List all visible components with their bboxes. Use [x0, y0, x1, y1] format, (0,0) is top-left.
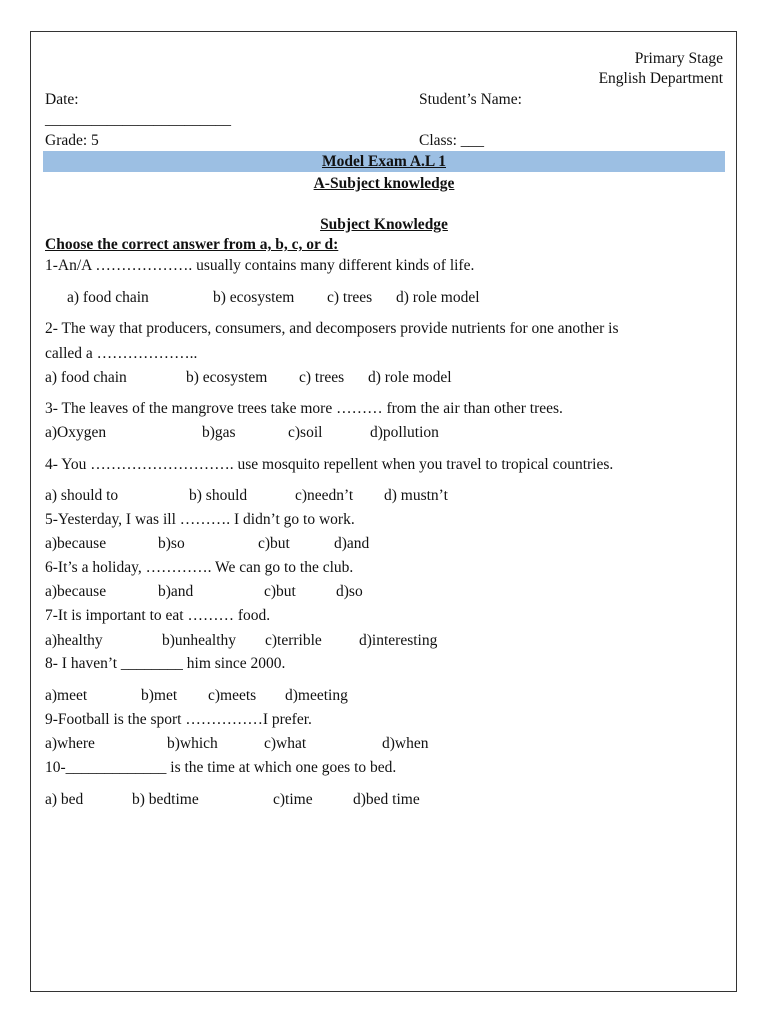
- question-4: 4- You ………………………. use mosquito repellent when you travel to tropical countries.: [45, 456, 614, 473]
- q1-option-b: b) ecosystem: [213, 289, 295, 306]
- q5-option-b: b)so: [158, 535, 185, 552]
- instruction: Choose the correct answer from a, b, c, or d:: [45, 236, 339, 253]
- q6-option-a: a)because: [45, 583, 107, 600]
- exam-title: Model Exam A.L 1: [321, 153, 446, 170]
- q5-option-c: c)but: [258, 535, 290, 552]
- q10-option-a: a) bed: [45, 791, 84, 808]
- stage-label: Primary Stage: [634, 50, 723, 67]
- q9-option-c: c)what: [264, 735, 307, 752]
- q7-option-a: a)healthy: [45, 632, 103, 649]
- question-8: 8- I haven’t ________ him since 2000.: [45, 655, 286, 672]
- q8-option-b: b)met: [141, 687, 178, 704]
- q2-option-c: c) trees: [299, 369, 345, 386]
- question-10: 10-_____________ is the time at which one goes to bed.: [45, 759, 397, 776]
- q2-option-b: b) ecosystem: [186, 369, 268, 386]
- class-label: Class: ___: [419, 132, 485, 149]
- date-label: Date:: [45, 91, 79, 108]
- question-5: 5-Yesterday, I was ill ………. I didn’t go to work.: [45, 511, 355, 528]
- grade-label: Grade: 5: [45, 132, 99, 149]
- q1-option-c: c) trees: [327, 289, 373, 306]
- q9-option-b: b)which: [167, 735, 218, 752]
- q5-option-a: a)because: [45, 535, 107, 552]
- q3-option-d: d)pollution: [370, 424, 439, 441]
- q1-option-d: d) role model: [396, 289, 480, 306]
- date-line: ________________________: [45, 111, 231, 128]
- question-7: 7-It is important to eat ……… food.: [45, 607, 271, 624]
- q2-option-d: d) role model: [368, 369, 452, 386]
- question-2-cont: called a ………………..: [45, 345, 198, 362]
- q7-option-b: b)unhealthy: [162, 632, 237, 649]
- q8-option-c: c)meets: [208, 687, 257, 704]
- q3-option-b: b)gas: [202, 424, 236, 441]
- q1-option-a: a) food chain: [67, 289, 149, 306]
- question-6: 6-It’s a holiday, …………. We can go to the club.: [45, 559, 354, 576]
- q4-option-c: c)needn’t: [295, 487, 354, 504]
- q3-option-a: a)Oxygen: [45, 424, 107, 441]
- q10-option-b: b) bedtime: [132, 791, 199, 808]
- question-9: 9-Football is the sport ……………I prefer.: [45, 711, 312, 728]
- q6-option-d: d)so: [336, 583, 363, 600]
- q4-option-b: b) should: [189, 487, 248, 504]
- q9-option-a: a)where: [45, 735, 95, 752]
- q8-option-a: a)meet: [45, 687, 88, 704]
- q6-option-b: b)and: [158, 583, 194, 600]
- q7-option-c: c)terrible: [265, 632, 322, 649]
- question-3: 3- The leaves of the mangrove trees take more ……… from the air than other trees.: [45, 400, 563, 417]
- q3-option-c: c)soil: [288, 424, 323, 441]
- question-1: 1-An/A ………………. usually contains many different kinds of life.: [45, 257, 475, 274]
- q9-option-d: d)when: [382, 735, 429, 752]
- q5-option-d: d)and: [334, 535, 370, 552]
- q6-option-c: c)but: [264, 583, 296, 600]
- q2-option-a: a) food chain: [45, 369, 127, 386]
- q4-option-a: a) should to: [45, 487, 119, 504]
- q10-option-c: c)time: [273, 791, 313, 808]
- subsection-title: Subject Knowledge: [320, 216, 448, 233]
- section-title: A-Subject knowledge: [313, 175, 455, 192]
- q10-option-d: d)bed time: [353, 791, 420, 808]
- q8-option-d: d)meeting: [285, 687, 348, 704]
- student-name-label: Student’s Name:: [419, 91, 522, 108]
- q4-option-d: d) mustn’t: [384, 487, 448, 504]
- question-2: 2- The way that producers, consumers, and decomposers provide nutrients for one another is: [45, 320, 619, 337]
- department-label: English Department: [598, 70, 723, 87]
- q7-option-d: d)interesting: [359, 632, 438, 649]
